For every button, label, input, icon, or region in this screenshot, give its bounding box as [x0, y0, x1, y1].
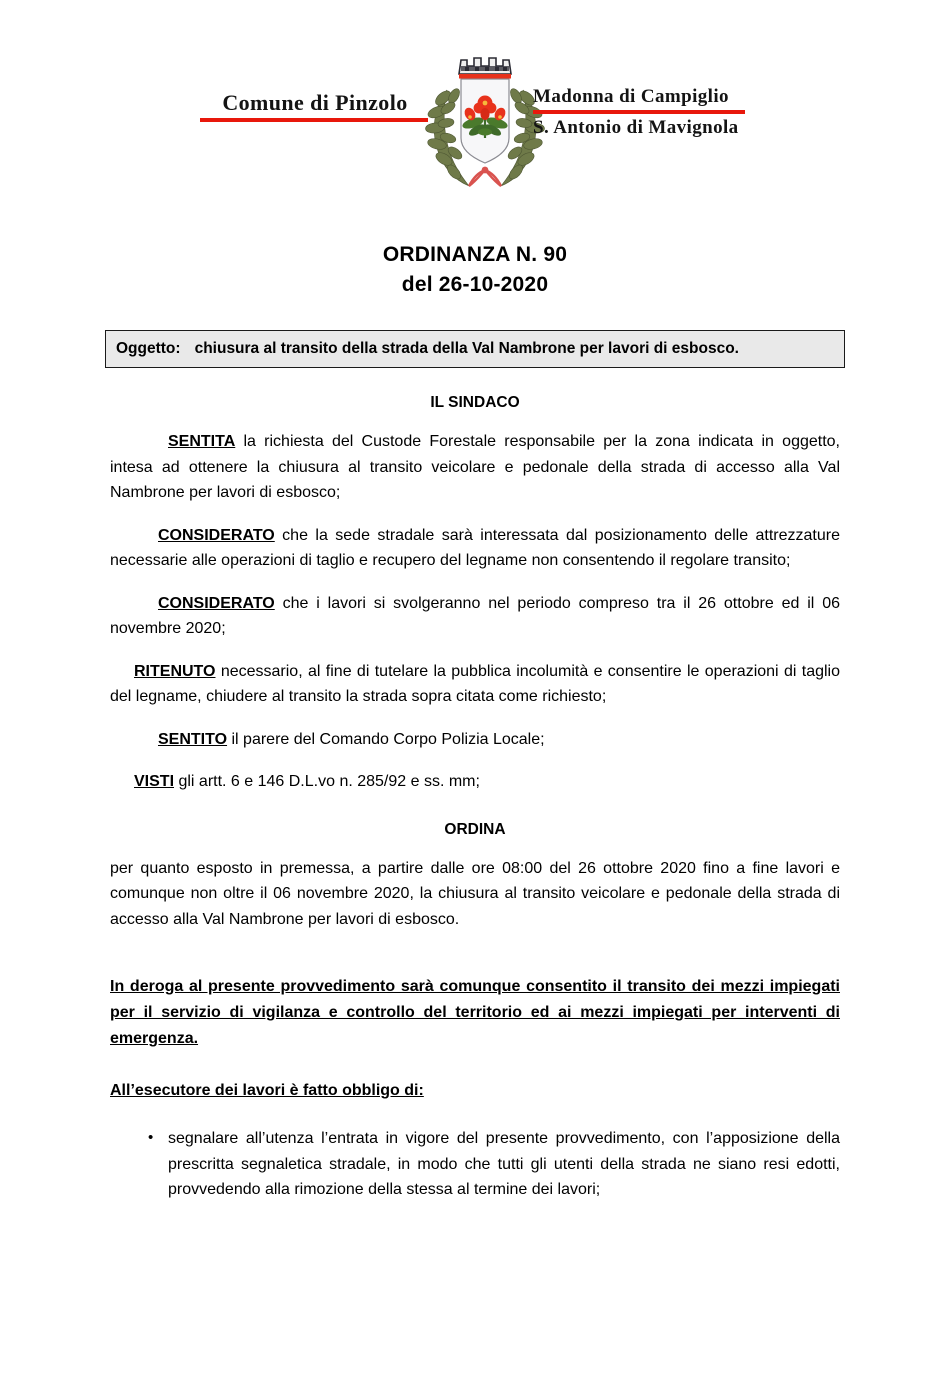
header-left-block	[200, 90, 430, 125]
keyword-ritenuto: RITENUTO	[134, 662, 216, 680]
ordinance-number: ORDINANZA N. 90	[382, 243, 568, 266]
heading-ordina: ORDINA	[444, 820, 506, 838]
premessa-considerato-1	[110, 523, 840, 574]
keyword-sentito: SENTITO	[158, 730, 228, 748]
premessa-text: il parere del Comando Corpo Polizia Locale;	[227, 730, 545, 748]
premessa-sentito	[110, 727, 840, 753]
heading-sindaco: IL SINDACO	[430, 394, 520, 411]
premessa-text: gli artt. 6 e 146 D.L.vo n. 285/92 e ss. mm;	[174, 773, 480, 790]
deroga-paragraph: In deroga al presente provvedimento sarà comunque consentito il transito dei mezzi impiegati per il servizio di vigilanza e controllo del territorio ed ai mezzi impiegati per interventi di emergenza.	[110, 978, 840, 1047]
keyword-visti: VISTI	[134, 773, 175, 790]
premessa-considerato-2	[110, 591, 840, 642]
keyword-sentita: SENTITA	[168, 433, 236, 450]
document-page	[0, 38, 950, 1382]
premessa-text: che i lavori si svolgeranno nel periodo compreso tra il 26 ottobre ed il 06 novembre 2020;	[110, 594, 840, 637]
premessa-sentita	[110, 429, 840, 506]
municipality-name: Comune di Pinzolo	[222, 90, 408, 115]
document-body	[110, 394, 840, 1203]
dispositivo-paragraph: per quanto esposto in premessa, a partire dalle ore 08:00 del 26 ottobre 2020 fino a fine lavori e comunque non oltre il 06 novembre 2020, la chiusura al transito veicolare e pedonale della strada di accesso alla Val Nambrone per lavori di esbosco.	[110, 859, 840, 928]
frazione-name-mavignola: S. Antonio di Mavignola	[533, 117, 739, 138]
subject-box	[105, 330, 845, 368]
premessa-text: necessario, al fine di tutelare la pubblica incolumità e consentire le operazioni di taglio del legname, chiudere al transito la strada sopra citata come richiesto;	[110, 662, 840, 705]
header-right-block	[533, 86, 768, 139]
frazione-name-campiglio: Madonna di Campiglio	[533, 86, 729, 107]
premessa-ritenuto	[110, 659, 840, 710]
header-left-red-rule	[200, 118, 428, 122]
coat-of-arms-icon	[421, 46, 549, 196]
document-header	[0, 38, 950, 218]
premessa-text: la richiesta del Custode Forestale responsabile per la zona indicata in oggetto, intesa ad ottenere la chiusura al transito veicolare e pedonale della strada di accesso alla Val Nambrone per lavori di esbosco;	[110, 433, 840, 501]
premessa-text: che la sede stradale sarà interessata dal posizionamento delle attrezzature necessarie alle operazioni di taglio e recupero del legname non consentendo il regolare transito;	[110, 526, 840, 569]
list-item: • segnalare all’utenza l’entrata in vigore del presente provvedimento, con l’apposizione della prescritta segnaletica stradale, in modo che tutti gli utenti della strada ne siano resi edotti, provvedendo alla rimozione della stessa al termine dei lavori;	[148, 1126, 840, 1203]
subject-label: Oggetto:	[116, 340, 181, 357]
page-title	[0, 240, 950, 300]
keyword-considerato-2: CONSIDERATO	[158, 594, 275, 612]
keyword-considerato-1: CONSIDERATO	[158, 526, 275, 544]
header-right-red-rule	[533, 110, 745, 114]
obblighi-list	[110, 1126, 840, 1203]
subject-text: chiusura al transito della strada della Val Nambrone per lavori di esbosco.	[194, 340, 739, 357]
premessa-visti	[110, 769, 840, 795]
obblighi-intro: All’esecutore dei lavori è fatto obbligo di:	[110, 1082, 424, 1099]
ordinance-date: del 26-10-2020	[401, 273, 549, 296]
